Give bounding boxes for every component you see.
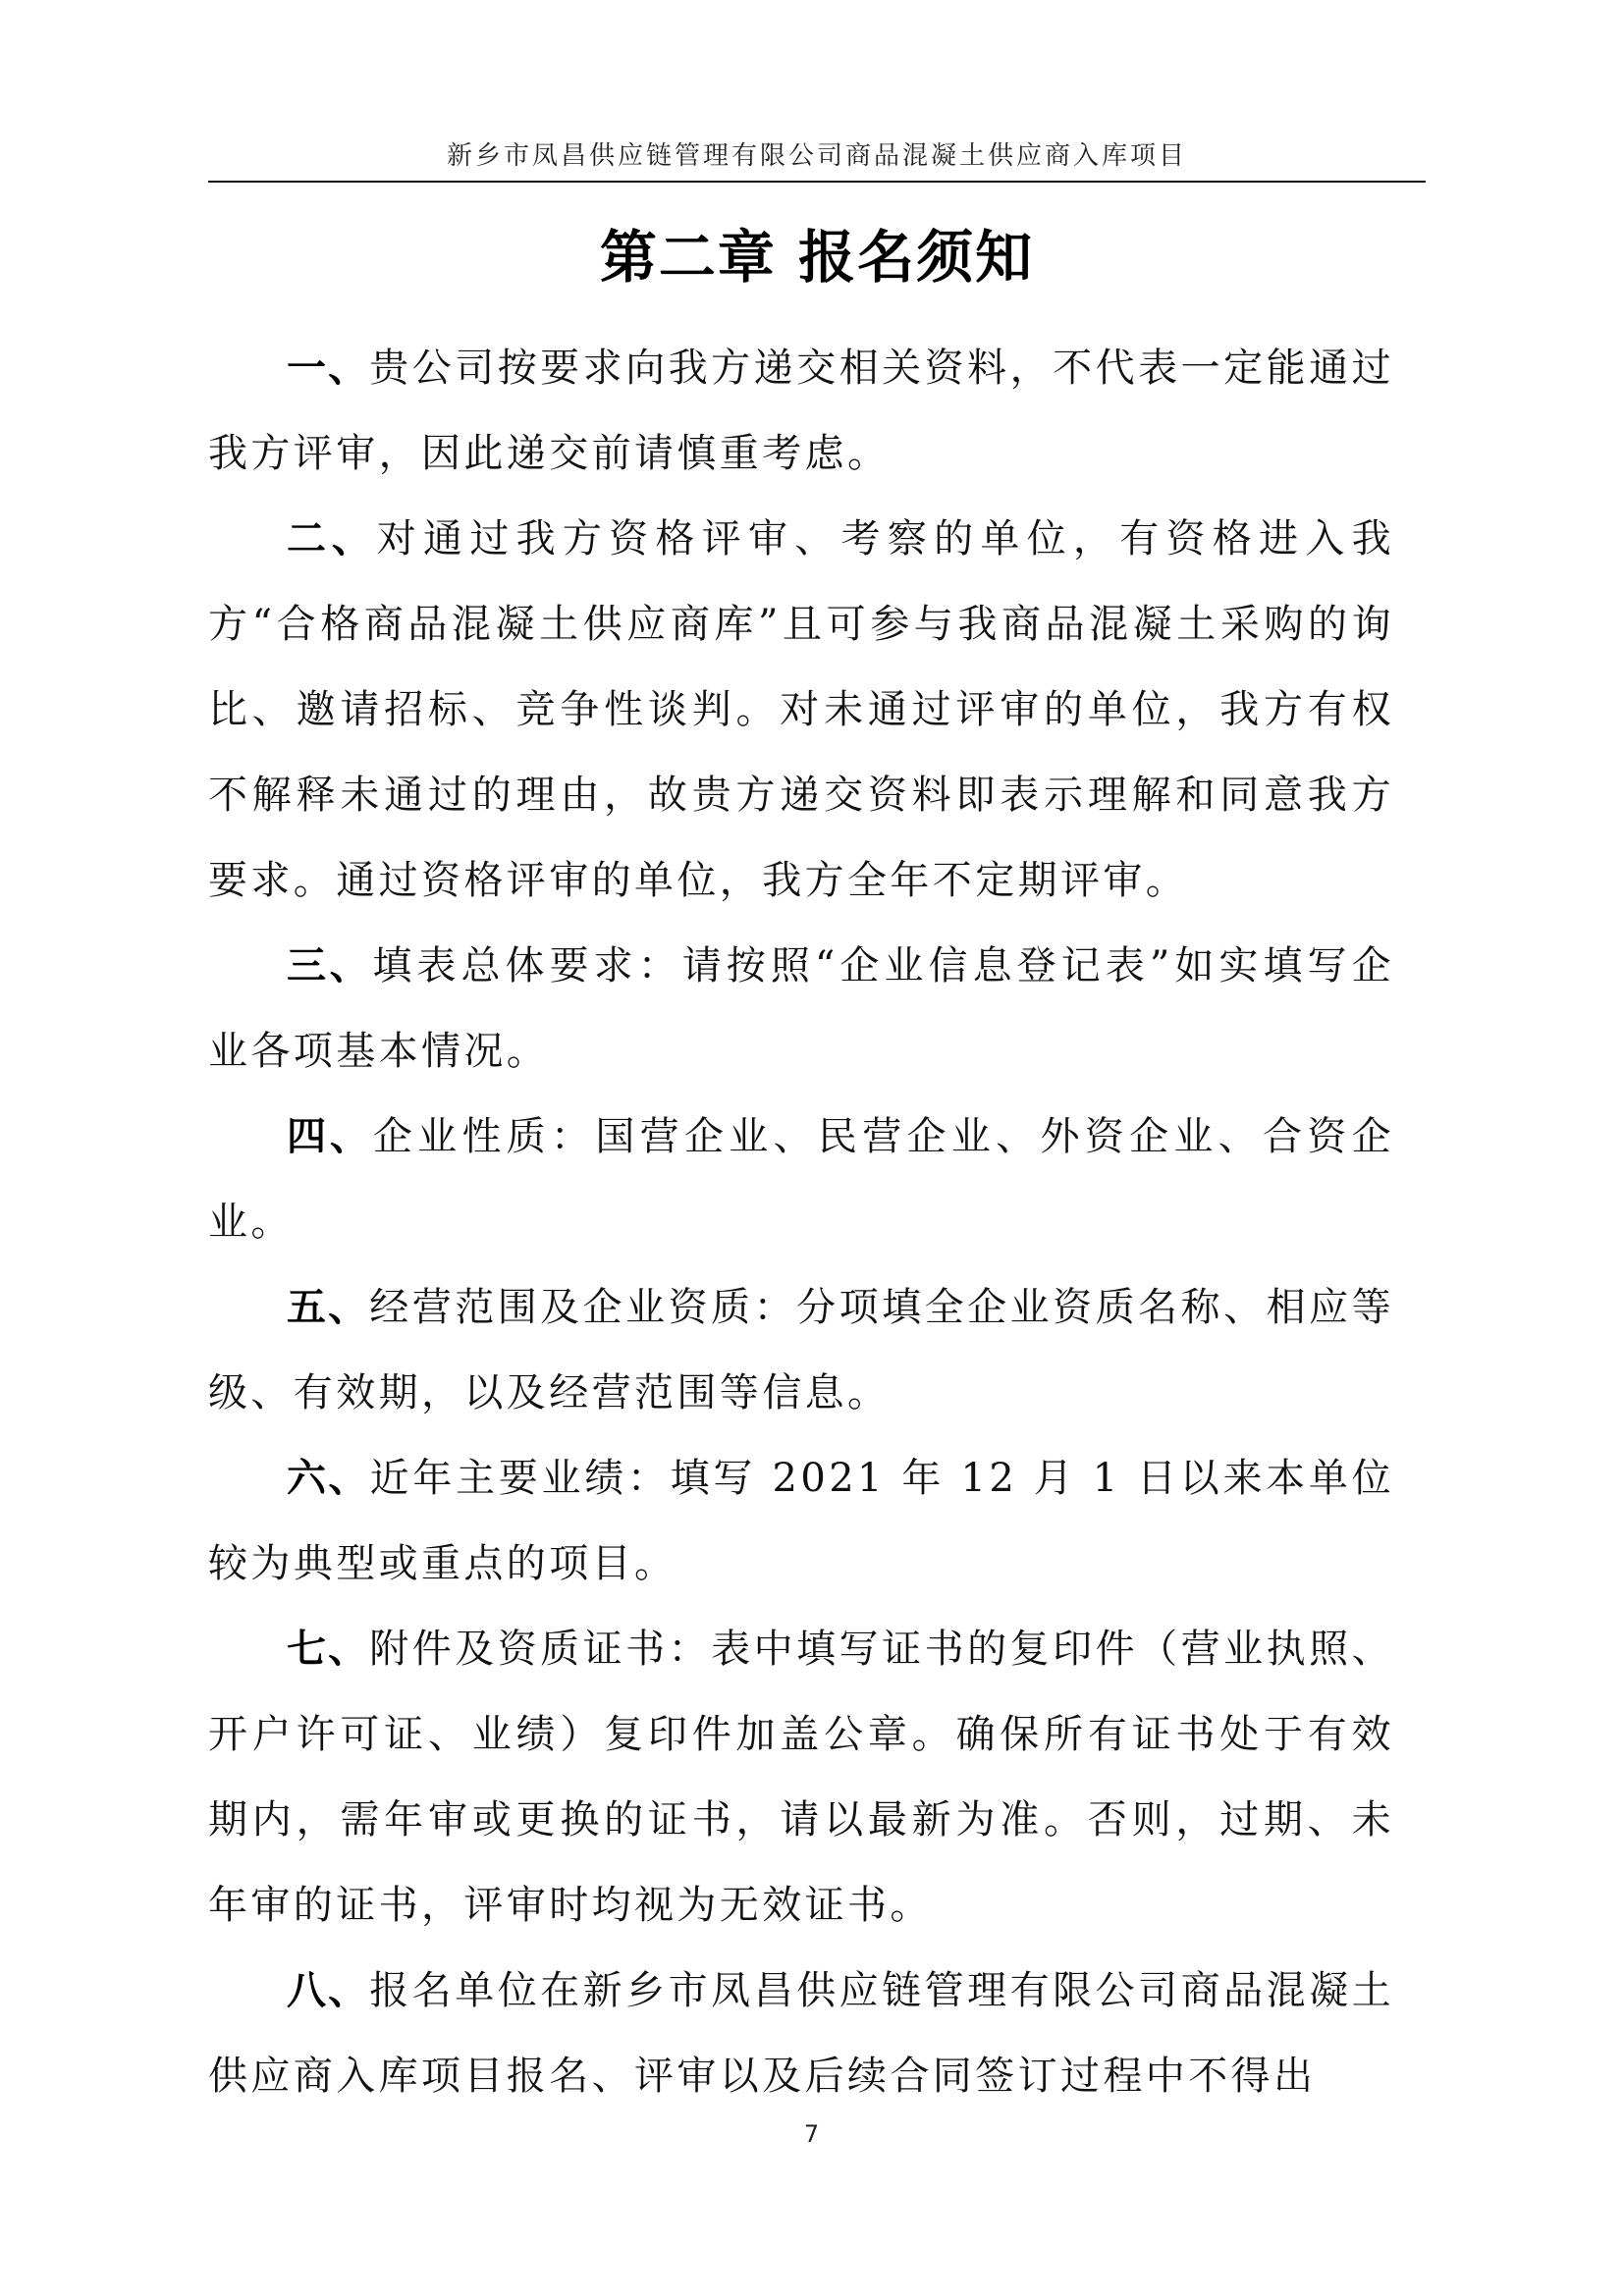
paragraph-3 — [208, 924, 1394, 1095]
paragraph-7 — [208, 1607, 1394, 1949]
paragraph-number: 五、 — [287, 1285, 370, 1330]
paragraph-text: 填表总体要求：请按照“企业信息登记表”如实填写企业各项基本情况。 — [208, 943, 1395, 1074]
paragraph-number: 七、 — [287, 1627, 370, 1672]
paragraph-2 — [208, 497, 1394, 924]
paragraph-text: 报名单位在新乡市凤昌供应链管理有限公司商品混凝土供应商入库项目报名、评审以及后续合同签订过程中不得出 — [208, 1968, 1395, 2099]
running-header: 新乡市凤昌供应链管理有限公司商品混凝土供应商入库项目 — [446, 141, 1187, 171]
paragraph-1 — [208, 326, 1394, 497]
paragraph-text: 企业性质：国营企业、民营企业、外资企业、合资企业。 — [208, 1114, 1395, 1245]
document-body — [208, 326, 1394, 2119]
paragraph-text: 对通过我方资格评审、考察的单位，有资格进入我方“合格商品混凝土供应商库”且可参与我商品混凝土采购的询比、邀请招标、竞争性谈判。对未通过评审的单位，我方有权不解释未通过的理由，故贵方递交资料即表示理解和同意我方要求。通过资格评审的单位，我方全年不定期评审。 — [208, 516, 1394, 903]
paragraph-text: 附件及资质证书：表中填写证书的复印件（营业执照、开户许可证、业绩）复印件加盖公章。确保所有证书处于有效期内，需年审或更换的证书，请以最新为准。否则，过期、未年审的证书，评审时均视为无效证书。 — [208, 1627, 1395, 1928]
header-divider — [208, 181, 1426, 183]
paragraph-number: 四、 — [287, 1114, 373, 1159]
paragraph-8 — [208, 1949, 1394, 2119]
paragraph-number: 一、 — [287, 346, 370, 391]
paragraph-text: 经营范围及企业资质：分项填全企业资质名称、相应等级、有效期，以及经营范围等信息。 — [208, 1285, 1395, 1415]
paragraph-number: 二、 — [287, 516, 377, 561]
chapter-title: 第二章 报名须知 — [599, 224, 1035, 291]
paragraph-text: 近年主要业绩：填写 2021 年 12 月 1 日以来本单位较为典型或重点的项目。 — [208, 1456, 1395, 1586]
paragraph-number: 八、 — [287, 1968, 370, 2013]
page-number: 7 — [803, 2120, 820, 2148]
paragraph-4 — [208, 1095, 1394, 1265]
paragraph-text: 贵公司按要求向我方递交相关资料，不代表一定能通过我方评审，因此递交前请慎重考虑。 — [208, 346, 1395, 476]
paragraph-number: 三、 — [287, 943, 373, 988]
paragraph-5 — [208, 1265, 1394, 1436]
paragraph-number: 六、 — [287, 1456, 370, 1501]
paragraph-6 — [208, 1436, 1394, 1607]
